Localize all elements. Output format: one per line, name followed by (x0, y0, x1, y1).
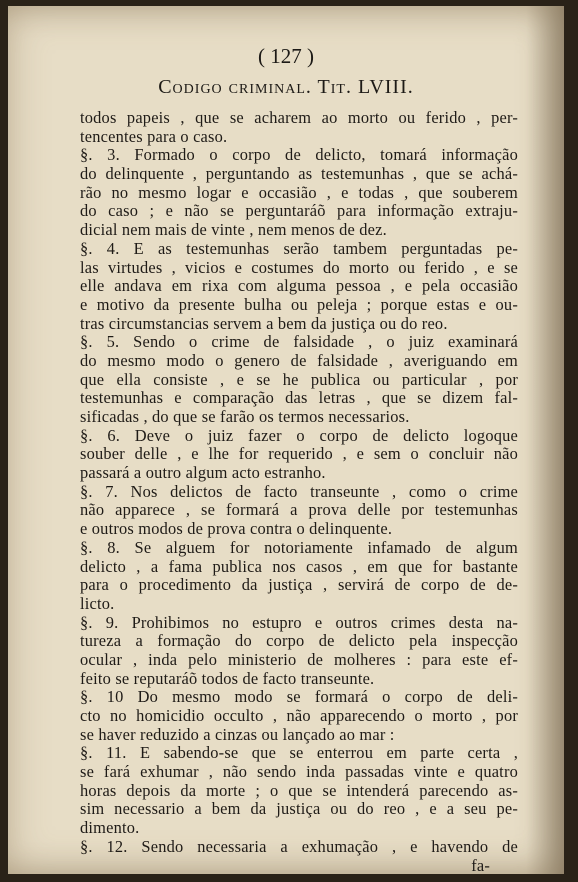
text-line: feito se reputaráõ todos de facto transeunte. (80, 668, 375, 688)
page-number: ( 127 ) (258, 44, 314, 68)
text-line: licto. (80, 593, 115, 613)
text-line: §. 8. Se alguem for notoriamente infamado de algum (80, 537, 518, 557)
text-line: e outros modos de prova contra o delinquente. (80, 519, 393, 539)
body-text (80, 109, 518, 874)
text-line: §. 12. Sendo necessaria a exhumação , e havendo de (80, 836, 518, 856)
text-line: §. 3. Formado o corpo de delicto, tomará informação (80, 145, 518, 165)
text-line: não apparece , se formará a prova delle por testemunhas (80, 500, 518, 520)
text-line: passará a outro algum acto estranho. (80, 463, 326, 483)
text-line: §. 9. Prohibimos no estupro e outros crimes desta na- (80, 612, 518, 632)
book-page (8, 6, 564, 874)
text-line: sim necessario a bem da justiça ou do reo , e a seu pe- (80, 799, 518, 819)
text-line: souber delle , e lhe for requerido , e sem o concluir não (80, 444, 518, 464)
running-head: Codigo criminal. Tit. LVIII. (158, 76, 414, 98)
text-line: tureza a formação do corpo de delicto pela inspecção (80, 631, 518, 651)
text-line: todos papeis , que se acharem ao morto ou ferido , per- (80, 108, 518, 127)
text-line: e motivo da presente bulha ou peleja ; porque estas e ou- (80, 294, 518, 314)
text-line: delicto , a fama publica nos casos , em que for bastante (80, 556, 518, 576)
text-line: tencentes para o caso. (80, 126, 228, 146)
text-line: do caso ; e não se perguntaráõ para informação extraju- (80, 201, 518, 221)
text-line: §. 10 Do mesmo modo se formará o corpo de deli- (80, 687, 518, 707)
text-line: se fará exhumar , não sendo inda passadas vinte e quatro (80, 762, 518, 782)
text-line: §. 4. E as testemunhas serão tambem perguntadas pe- (80, 238, 518, 258)
text-line: se haver reduzido a cinzas ou lançado ao mar : (80, 724, 395, 744)
text-line: dimento. (80, 818, 140, 838)
page-gutter-shadow (526, 6, 564, 874)
text-line: tras circumstancias servem a bem da justiça ou do reo. (80, 313, 448, 333)
text-line: §. 5. Sendo o crime de falsidade , o juiz examinará (80, 332, 518, 352)
text-line: testemunhas e comparação das letras , que se dizem fal- (80, 388, 518, 408)
text-line: para o procedimento da justiça , servirá de corpo de de- (80, 575, 518, 595)
text-line: dicial nem mais de vinte , nem menos de dez. (80, 220, 387, 240)
text-line: horas depois da morte ; o que se intenderá parecendo as- (80, 780, 518, 800)
text-line: ocular , inda pelo ministerio de molheres : para este ef- (80, 649, 518, 669)
text-line: las virtudes , vicios e costumes do morto ou ferido , e se (80, 257, 518, 277)
text-line: sificadas , do que se farão os termos necessarios. (80, 407, 410, 426)
text-line: do mesmo modo o genero de falsidade , averiguando em (80, 350, 518, 370)
text-line: §. 6. Deve o juiz fazer o corpo de delicto logoque (80, 425, 518, 445)
text-line: §. 11. E sabendo-se que se enterrou em parte certa , (80, 743, 518, 763)
text-line: elle andava em rixa com alguma pessoa , e pela occasião (80, 276, 518, 296)
text-line: do delinquente , perguntando as testemunhas , que se achá- (80, 164, 518, 184)
text-line: que ella consiste , e se he publica ou particular , por (80, 369, 518, 389)
text-line: §. 7. Nos delictos de facto transeunte , como o crime (80, 481, 518, 501)
catchword: fa- (471, 855, 490, 874)
text-line: cto no homicidio occulto , não apparecendo o morto , por (80, 706, 518, 725)
text-line: rão no mesmo logar e occasião , e todas , que souberem (80, 182, 518, 202)
